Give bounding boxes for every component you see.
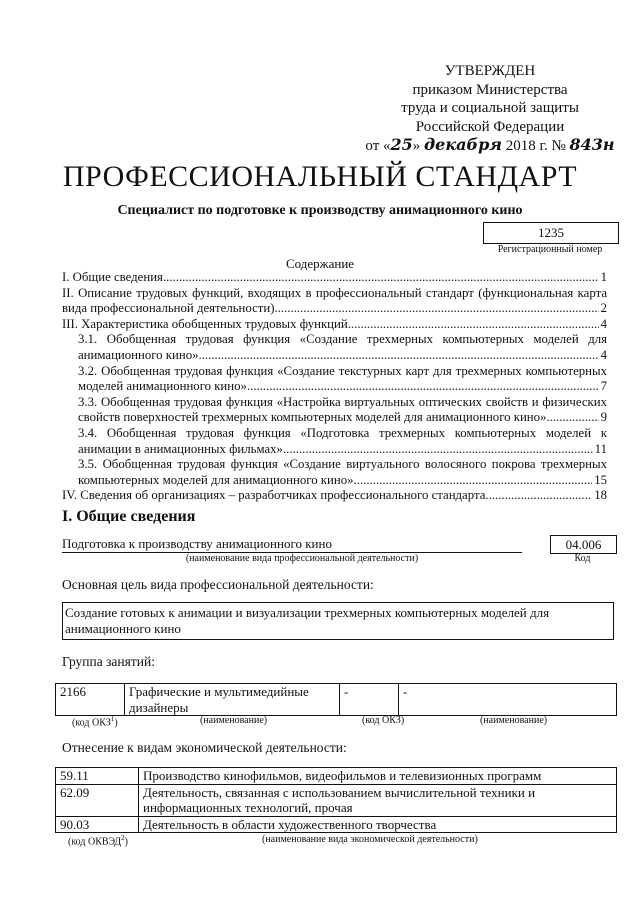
toc-entry-page: 2: [600, 301, 607, 316]
okz-name-cell-2: -: [399, 684, 617, 716]
okz-code-cell-2: -: [340, 684, 399, 716]
table-of-contents: [62, 270, 607, 504]
caption-text-end: ): [114, 717, 118, 729]
okved-code-cell: 62.09: [56, 784, 139, 816]
toc-entry-page: 4: [600, 347, 607, 362]
toc-entry[interactable]: [62, 395, 607, 426]
econ-label: Отнесение к видам экономической деятельности:: [62, 740, 347, 755]
okved-name-cell: Деятельность в области художественного творчества: [139, 816, 617, 833]
toc-entry-text: 3.1. Обобщенная трудовая функция «Создание трехмерных компьютерных моделей для: [78, 332, 607, 347]
toc-entry-page: 9: [600, 410, 607, 425]
activity-name: Подготовка к производству анимационного кино: [62, 536, 522, 553]
caption-text: (код ОКВЭД: [68, 836, 122, 848]
handwritten-month: декабря: [424, 135, 502, 154]
okved-code-cell: 90.03: [56, 816, 139, 833]
okved-code-cell: 59.11: [56, 768, 139, 785]
document-subtitle: Специалист по подготовке к производству анимационного кино: [117, 203, 523, 218]
toc-entry[interactable]: [62, 317, 607, 333]
toc-heading: Содержание: [285, 256, 355, 271]
table-row: [56, 816, 617, 833]
approval-block: [360, 62, 620, 156]
toc-entry-text: 3.3. Обобщенная трудовая функция «Настройка виртуальных оптических свойств и физических: [78, 394, 607, 409]
caption-text: (код ОКЗ: [72, 717, 111, 729]
group-caption-1: [72, 715, 118, 728]
registration-caption: Регистрационный номер: [497, 244, 603, 255]
toc-entry-text: II. Описание трудовых функций, входящих в профессиональный стандарт (функциональная карта: [62, 285, 607, 300]
goal-label: Основная цель вида профессиональной деятельности:: [62, 577, 374, 592]
approval-line-1: УТВЕРЖДЕН: [444, 63, 536, 79]
toc-entry-page: 11: [594, 441, 607, 456]
goal-text: Создание готовых к анимации и визуализации трехмерных компьютерных моделей для анимационного кино: [62, 602, 614, 640]
date-mid: »: [412, 138, 425, 154]
toc-entry-text-cont: анимационного кино»: [78, 347, 199, 362]
toc-entry-page: 1: [600, 270, 607, 284]
table-row: [56, 784, 617, 816]
toc-entry-text-cont: моделей анимационного кино»: [78, 379, 247, 394]
toc-entry-text: 3.4. Обобщенная трудовая функция «Подготовка трехмерных компьютерных моделей к: [78, 425, 607, 440]
toc-entry-text-cont: свойств поверхностей трехмерных компьютерных моделей для анимационного кино»: [78, 410, 547, 425]
activity-code-caption: Код: [574, 553, 591, 564]
group-caption-4: (наименование): [480, 715, 548, 726]
toc-entry[interactable]: [62, 457, 607, 488]
toc-entry[interactable]: [62, 364, 607, 395]
econ-activity-table: [55, 767, 617, 833]
registration-number: 1235: [483, 222, 619, 244]
footnote-mark: 2: [121, 834, 125, 842]
toc-entry-text: IV. Сведения об организациях – разработчиках профессионального стандарта: [62, 488, 486, 503]
econ-caption-2: (наименование вида экономической деятельности): [262, 834, 478, 845]
caption-text-end: ): [124, 836, 128, 848]
date-prefix: от «: [365, 138, 391, 154]
okved-name-cell: Производство кинофильмов, видеофильмов и телевизионных программ: [139, 768, 617, 785]
section-heading: I. Общие сведения: [62, 508, 196, 525]
toc-entry-text: 3.5. Обобщенная трудовая функция «Создание виртуального волосяного покрова трехмерных: [78, 457, 607, 472]
occupation-group-table: [55, 683, 617, 716]
activity-caption: (наименование вида профессиональной деятельности): [185, 553, 419, 564]
toc-entry[interactable]: [62, 426, 607, 457]
toc-entry[interactable]: [62, 488, 607, 504]
approval-line-2: приказом Министерства: [412, 81, 568, 98]
group-caption-2: (наименование): [200, 715, 268, 726]
approval-line-3: труда и социальной защиты: [401, 100, 579, 116]
toc-entry-page: 15: [594, 472, 607, 487]
approval-date-line: [360, 136, 620, 156]
handwritten-number: 843н: [569, 135, 615, 154]
toc-entry-text-cont: анимации в анимационных фильмах»: [78, 441, 283, 456]
table-row: [56, 684, 617, 716]
toc-entry-page: 18: [594, 488, 607, 503]
toc-entry-text-cont: компьютерных моделей для анимационного кино»: [78, 472, 354, 487]
group-caption-3: (код ОКЗ): [362, 715, 405, 726]
date-year: 2018 г. №: [502, 138, 570, 154]
table-row: [56, 768, 617, 785]
okved-name-cell: Деятельность, связанная с использованием вычислительной техники и информационных технологий, прочая: [139, 784, 617, 816]
document-title: ПРОФЕССИОНАЛЬНЫЙ СТАНДАРТ: [62, 160, 578, 193]
activity-code: 04.006: [550, 535, 617, 554]
toc-entry-text: I. Общие сведения: [62, 270, 163, 284]
toc-entry[interactable]: [62, 270, 607, 286]
okz-code-cell: 2166: [56, 684, 125, 716]
toc-entry[interactable]: [62, 332, 607, 363]
econ-caption-1: [68, 834, 128, 847]
group-label: Группа занятий:: [62, 654, 155, 669]
toc-entry-text: III. Характеристика обобщенных трудовых функций: [62, 316, 348, 331]
toc-entry-page: 7: [600, 379, 607, 394]
okz-name-cell: Графические и мультимедийные дизайнеры: [125, 684, 340, 716]
footnote-mark: 1: [110, 715, 115, 723]
handwritten-day: 25: [390, 135, 413, 154]
approval-line-4: Российской Федерации: [415, 118, 565, 135]
toc-entry-page: 4: [600, 316, 607, 331]
toc-entry-text: 3.2. Обобщенная трудовая функция «Создание текстурных карт для трехмерных компьютерных: [78, 363, 607, 378]
toc-entry-text-cont: вида профессиональной деятельности): [62, 301, 275, 316]
toc-entry[interactable]: [62, 286, 607, 317]
